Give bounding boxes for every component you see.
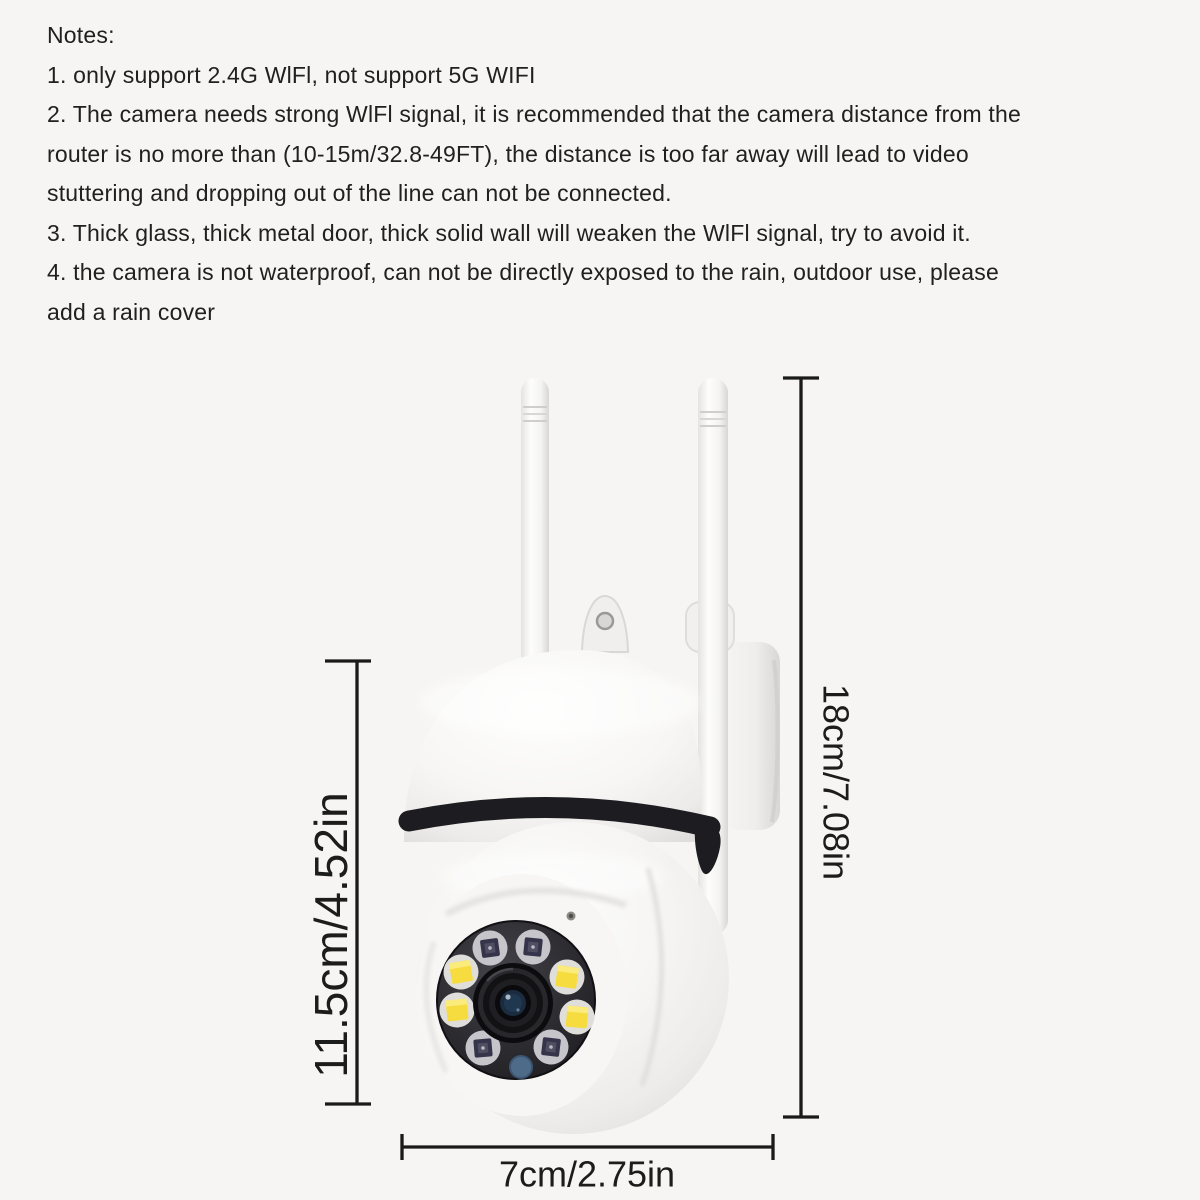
dimension-label-total-height: 18cm/7.08in [815, 683, 857, 881]
notes-line: 3. Thick glass, thick metal door, thick solid wall will weaken the WlFl signal, try to avoid it. [47, 219, 971, 246]
notes-line: router is no more than (10-15m/32.8-49FT), the distance is too far away will lead to video [47, 140, 969, 167]
lens [473, 963, 553, 1043]
dimension-total-height [783, 378, 857, 1117]
mount-ear [582, 596, 628, 652]
notes-line: 1. only support 2.4G WlFl, not support 5G WIFI [47, 61, 536, 88]
light-sensor [510, 1056, 532, 1078]
notes-line: stuttering and dropping out of the line can not be connected. [47, 180, 672, 206]
camera [404, 378, 780, 1134]
notes-title: Notes: [47, 22, 115, 48]
dimension-label-body-height: 11.5cm/4.52in [305, 792, 357, 1078]
notes-line: 4. the camera is not waterproof, can not be directly exposed to the rain, outdoor use, please [47, 259, 999, 285]
screw-hole [597, 613, 613, 629]
dimension-body-height [305, 661, 371, 1104]
dimension-label-width: 7cm/2.75in [498, 1153, 676, 1195]
notes-line: 2. The camera needs strong WlFl signal, it is recommended that the camera distance from the [47, 101, 1021, 127]
notes-line: add a rain cover [47, 298, 216, 325]
dimension-width [402, 1134, 773, 1195]
